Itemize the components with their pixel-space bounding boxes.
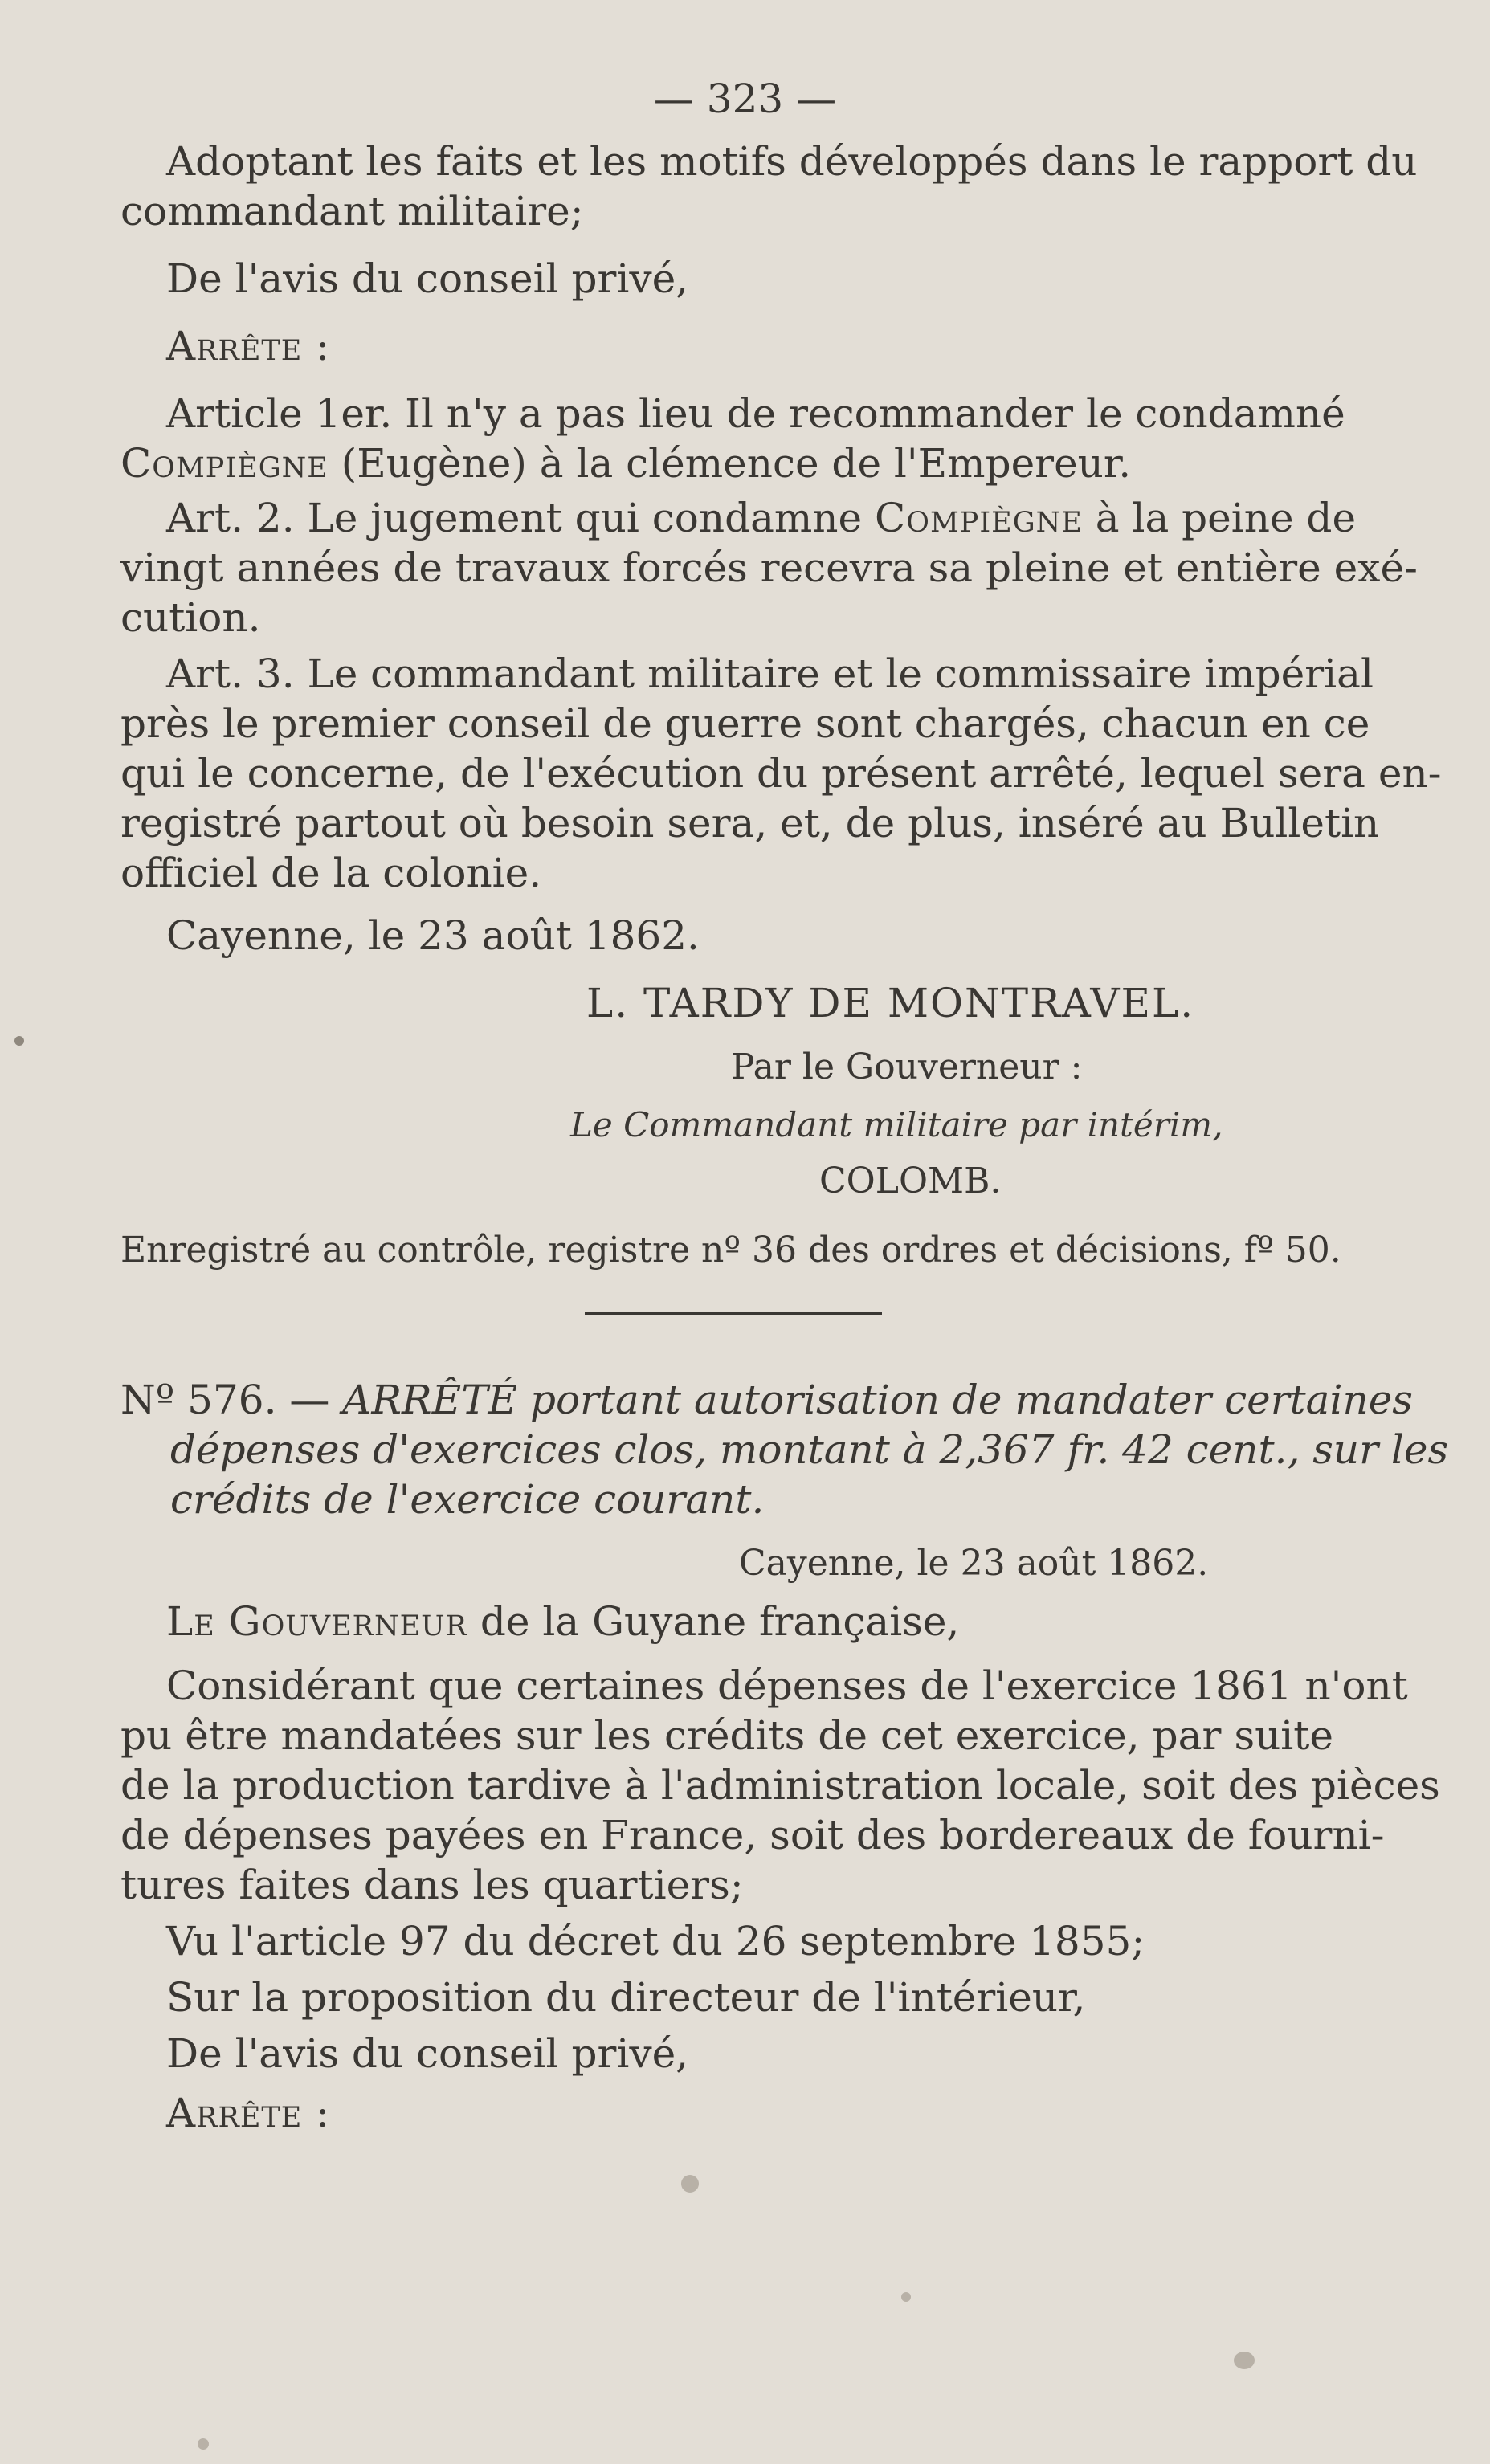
- sur-la-proposition: Sur la proposition du directeur de l'intérieur,: [166, 1974, 1086, 2021]
- article-3-line-2: près le premier conseil de guerre sont chargés, chacun en ce: [120, 700, 1370, 747]
- signature-tardy: L. TARDY DE MONTRAVEL.: [586, 980, 1195, 1026]
- article-1-line-1: Article 1er. Il n'y a pas lieu de recommander le condamné: [166, 390, 1345, 437]
- avis-conseil-2: De l'avis du conseil privé,: [166, 2030, 689, 2077]
- article-3-line-1: Art. 3. Le commandant militaire et le commissaire impérial: [166, 651, 1374, 697]
- paper-speck: [1234, 2352, 1255, 2369]
- adoptant-line-2: commandant militaire;: [120, 188, 584, 235]
- arrete-title-1: ARRÊTÉ portant autorisation de mandater certaines: [342, 1377, 1413, 1423]
- considerant-line-3: de la production tardive à l'administration locale, soit des pièces: [120, 1762, 1440, 1809]
- par-le-gouverneur: Par le Gouverneur :: [731, 1046, 1083, 1087]
- adoptant-line-1: Adoptant les faits et les motifs développés dans le rapport du: [166, 138, 1418, 185]
- considerant-line-1: Considérant que certaines dépenses de l'exercice 1861 n'ont: [166, 1662, 1408, 1709]
- avis-conseil: De l'avis du conseil privé,: [166, 255, 689, 302]
- enregistre-line: Enregistré au contrôle, registre nº 36 des ordres et décisions, fº 50.: [120, 1230, 1341, 1271]
- considerant-line-4: de dépenses payées en France, soit des bordereaux de fourni-: [120, 1812, 1385, 1858]
- paper-speck: [198, 2438, 209, 2450]
- arrete-576-title-line-2: dépenses d'exercices clos, montant à 2,367 fr. 42 cent., sur les: [170, 1426, 1449, 1473]
- vu-article: Vu l'article 97 du décret du 26 septembre 1855;: [166, 1918, 1145, 1964]
- article-1-line-2-rest: (Eugène) à la clémence de l'Empereur.: [341, 440, 1132, 487]
- gouverneur-rest: de la Guyane française,: [480, 1598, 960, 1645]
- paper-speck: [14, 1036, 24, 1046]
- article-3-line-5: officiel de la colonie.: [120, 850, 542, 896]
- paper-speck: [681, 2175, 699, 2193]
- arrete-576-title-line-3: crédits de l'exercice courant.: [170, 1476, 765, 1523]
- condamne-name: Compiègne: [120, 440, 329, 487]
- arrete-heading-2: Arrête :: [166, 2090, 330, 2136]
- condamne-name-2: Compiègne: [875, 495, 1083, 541]
- date-line: Cayenne, le 23 août 1862.: [166, 912, 700, 959]
- commandant-title: Le Commandant militaire par intérim,: [570, 1105, 1223, 1144]
- article-2-line-2: vingt années de travaux forcés recevra sa pleine et entière exé-: [120, 545, 1418, 591]
- gouverneur-name: Le Gouverneur: [166, 1598, 467, 1645]
- article-2-line-3: cution.: [120, 594, 261, 641]
- arrete-576-title-line-1: [120, 1375, 1413, 1425]
- colomb-signature: COLOMB.: [819, 1161, 1002, 1201]
- article-2-part-a: Art. 2. Le jugement qui condamne: [166, 495, 863, 541]
- article-1-line-2: [120, 439, 1333, 488]
- article-3-line-4: registré partout où besoin sera, et, de plus, inséré au Bulletin: [120, 800, 1380, 846]
- arrete-heading: Arrête :: [166, 323, 330, 369]
- considerant-line-2: pu être mandatées sur les crédits de cet exercice, par suite: [120, 1712, 1333, 1759]
- article-3-line-3: qui le concerne, de l'exécution du présent arrêté, lequel sera en-: [120, 750, 1442, 797]
- gouverneur-line: [166, 1597, 1333, 1646]
- arrete-number: Nº 576. —: [120, 1377, 330, 1423]
- article-2-line-1: [166, 493, 1357, 543]
- page-number: — 323 —: [653, 75, 837, 122]
- arrete-576-date: Cayenne, le 23 août 1862.: [739, 1543, 1209, 1584]
- paper-speck: [901, 2292, 911, 2302]
- article-2-part-b: à la peine de: [1095, 495, 1357, 541]
- section-divider: [585, 1312, 882, 1315]
- considerant-line-5: tures faites dans les quartiers;: [120, 1862, 744, 1908]
